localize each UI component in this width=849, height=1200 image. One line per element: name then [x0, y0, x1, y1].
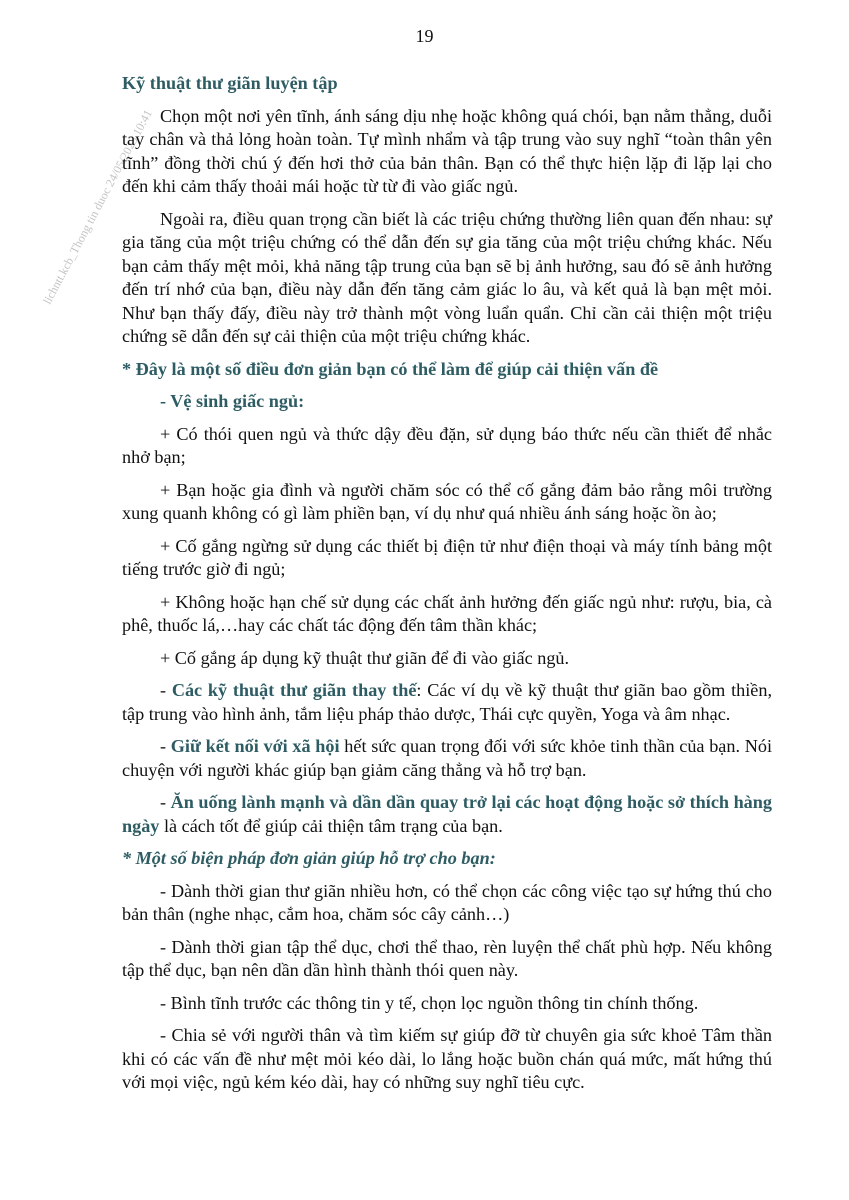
subheading-sleep-hygiene: - Vệ sinh giấc ngủ: [160, 391, 305, 411]
paragraph-alternative-relaxation [122, 679, 772, 726]
support-item: - Bình tĩnh trước các thông tin y tế, chọn lọc nguồn thông tin chính thống. [160, 992, 699, 1013]
paragraph-symptoms: Ngoài ra, điều quan trọng cần biết là các triệu chứng thường liên quan đến nhau: sự gia tăng của một triệu chứng có thể dẫn đến sự gia tăng của một triệu chứng khác. Nếu bạn cảm thấy mệt mỏi, khả năng tập trung của bạn sẽ bị ảnh hưởng, sau đó sẽ ảnh hưởng đến trí nhớ của bạn, điều này dẫn đến tăng cảm giác lo âu, và kết quả là bạn mệt mỏi. Như bạn thấy đấy, điều này trở thành một vòng luẩn quẩn. Chỉ cần cải thiện một triệu chứng sẽ dẫn đến sự cải thiện của một triệu chứng khác. [122, 208, 772, 346]
bullet-prefix: - [160, 680, 172, 700]
sleep-item: + Có thói quen ngủ và thức dậy đều đặn, sử dụng báo thức nếu cần thiết để nhắc nhở bạn; [122, 423, 772, 467]
watermark: lichntt.kcb_Thong tin duoc 24/05/2023 10:41 [40, 107, 155, 307]
paragraph-relaxation-technique: Chọn một nơi yên tĩnh, ánh sáng dịu nhẹ hoặc không quá chói, bạn nằm thẳng, duỗi tay chân và thả lỏng hoàn toàn. Tự mình nhẩm và tập trung vào suy nghĩ “toàn thân yên tĩnh” đồng thời chú ý đến hơi thở của bản thân. Bạn có thể thực hiện lặp đi lặp lại cho đến khi cảm thấy thoải mái hoặc từ từ đi vào giấc ngủ. [122, 105, 772, 196]
sleep-item: + Bạn hoặc gia đình và người chăm sóc có thể cố gắng đảm bảo rằng môi trường xung quanh không có gì làm phiền bạn, ví dụ như quá nhiều ánh sáng hoặc ồn ào; [122, 479, 772, 523]
alternative-relaxation-label: Các kỹ thuật thư giãn thay thế [171, 680, 417, 700]
support-item: - Chia sẻ với người thân và tìm kiếm sự giúp đỡ từ chuyên gia sức khoẻ Tâm thần khi có các vấn đề như mệt mỏi kéo dài, lo lắng hoặc buồn chán quá mức, mất hứng thú với mọi việc, ngủ kém kéo dài, hay có những suy nghĩ tiêu cực. [122, 1025, 772, 1092]
document-body [122, 72, 772, 1104]
paragraph-social-connection [122, 735, 772, 782]
support-item: - Dành thời gian tập thể dục, chơi thể thao, rèn luyện thể chất phù hợp. Nếu không tập thể dục, bạn nên dần dần hình thành thói quen này. [122, 936, 772, 980]
support-item: - Dành thời gian thư giãn nhiều hơn, có thể chọn các công việc tạo sự hứng thú cho bản thân (nghe nhạc, cắm hoa, chăm sóc cây cảnh…) [122, 880, 772, 924]
social-connection-label: Giữ kết nối với xã hội [170, 736, 340, 756]
paragraph-healthy-eating [122, 791, 772, 838]
sleep-item: + Không hoặc hạn chế sử dụng các chất ảnh hưởng đến giấc ngủ như: rượu, bia, cà phê, thuốc lá,…hay các chất tác động đến tâm thần khác; [122, 591, 772, 635]
social-connection-text: hết sức quan trọng đối với sức khỏe tinh thần của bạn. Nói chuyện với người khác giúp bạn giảm căng thẳng và hỗ trợ bạn. [122, 736, 772, 780]
heading-simple-things: * Đây là một số điều đơn giản bạn có thể làm để giúp cải thiện vấn đề [122, 358, 659, 379]
healthy-eating-text: là cách tốt để giúp cải thiện tâm trạng của bạn. [159, 815, 503, 836]
page-number: 19 [415, 26, 434, 46]
bullet-prefix: - [160, 792, 171, 812]
healthy-eating-label: Ăn uống lành mạnh và dần dần quay trở lại các hoạt động hoặc sở thích hàng ngày [122, 792, 772, 836]
bullet-prefix: - [160, 736, 171, 756]
sleep-item: + Cố gắng ngừng sử dụng các thiết bị điện tử như điện thoại và máy tính bảng một tiếng trước giờ đi ngủ; [122, 535, 772, 579]
alternative-relaxation-text: : Các ví dụ về kỹ thuật thư giãn bao gồm thiền, tập trung vào hình ảnh, tắm liệu pháp thảo dược, Thái cực quyền, Yoga và âm nhạc. [122, 680, 772, 724]
section-title: Kỹ thuật thư giãn luyện tập [122, 73, 338, 93]
sleep-item: + Cố gắng áp dụng kỹ thuật thư giãn để đi vào giấc ngủ. [160, 647, 570, 668]
heading-support-measures: * Một số biện pháp đơn giản giúp hỗ trợ cho bạn: [122, 848, 496, 868]
